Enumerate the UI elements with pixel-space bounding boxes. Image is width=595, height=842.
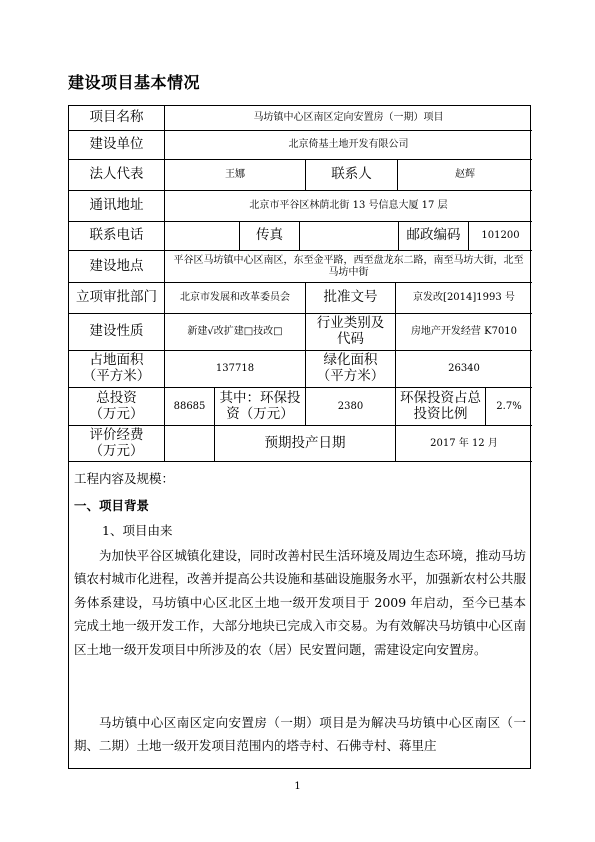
legal-rep-label: 法人代表: [69, 160, 165, 191]
builder-value: 北京倚基土地开发有限公司: [165, 131, 532, 160]
eval-fee-value: [165, 426, 215, 462]
start-date-value: 2017 年 12 月: [396, 426, 532, 462]
contact-value: 赵辉: [398, 160, 532, 191]
contact-label: 联系人: [306, 160, 398, 191]
section-heading: 工程内容及规模：: [74, 471, 175, 486]
ratio-value: 2.7%: [486, 388, 532, 426]
green-value: 26340: [396, 351, 532, 388]
start-date-label: 预期投产日期: [215, 426, 396, 462]
address-label: 通讯地址: [69, 191, 165, 222]
postcode-value: 101200: [469, 222, 532, 251]
industry-value: 房地产开发经营 K7010: [396, 314, 532, 351]
location-label: 建设地点: [69, 251, 165, 283]
approval-no-value: 京发改[2014]1993 号: [396, 283, 532, 314]
builder-label: 建设单位: [69, 131, 165, 160]
info-table: [68, 105, 531, 769]
invest-value: 88685: [165, 388, 215, 426]
nature-label: 建设性质: [69, 314, 165, 351]
section-1-title: 一、项目背景: [74, 498, 150, 513]
location-value: 平谷区马坊镇中心区南区，东至金平路，西至盘龙东二路，南至马坊大街，北至马坊中街: [165, 251, 532, 283]
ratio-label: 环保投资占总投资比例: [396, 388, 486, 426]
fax-label: 传真: [240, 222, 300, 251]
area-label: 占地面积（平方米）: [69, 351, 165, 388]
phone-label: 联系电话: [69, 222, 165, 251]
project-name-value: 马坊镇中心区南区定向安置房（一期）项目: [165, 106, 532, 131]
approval-no-label: 批准文号: [306, 283, 396, 314]
fax-value: [300, 222, 399, 251]
env-invest-label: 其中：环保投资（万元）: [215, 388, 306, 426]
phone-value: [165, 222, 240, 251]
approval-dept-label: 立项审批部门: [69, 283, 165, 314]
page-title: 建设项目基本情况: [68, 73, 201, 92]
address-value: 北京市平谷区林荫北街 13 号信息大厦 17 层: [165, 191, 532, 222]
industry-label: 行业类别及代码: [306, 314, 396, 351]
legal-rep-value: 王娜: [165, 160, 306, 191]
paragraph-1: 为加快平谷区城镇化建设，同时改善村民生活环境及周边生态环境，推动马坊镇农村城市化进程，改善并提高公共设施和基础设施服务水平，加强新农村公共服务体系建设，马坊镇中心区北区土地一级开发项目于 2009 年启动，至今已基本完成土地一级开发工作，大部分地块已完成入市交易。为有效解决马坊镇中心区南区土地一级开发项目中所涉及的农（居）民安置问题，需建设定向安置房。: [74, 548, 526, 657]
green-label: 绿化面积（平方米）: [306, 351, 396, 388]
paragraph-2: 马坊镇中心区南区定向安置房（一期）项目是为解决马坊镇中心区南区（一期、二期）土地一级开发项目范围内的塔寺村、石佛寺村、蒋里庄: [74, 715, 526, 754]
project-name-label: 项目名称: [69, 106, 165, 131]
page-number: 1: [294, 781, 301, 792]
invest-label: 总投资（万元）: [69, 388, 165, 426]
area-value: 137718: [165, 351, 306, 388]
eval-fee-label: 评价经费（万元）: [69, 426, 165, 462]
nature-value: 新建√改扩建□技改□: [165, 314, 306, 351]
approval-dept-value: 北京市发展和改革委员会: [165, 283, 306, 314]
env-invest-value: 2380: [306, 388, 396, 426]
postcode-label: 邮政编码: [399, 222, 469, 251]
subsection-1-title: 1、项目由来: [102, 523, 173, 538]
